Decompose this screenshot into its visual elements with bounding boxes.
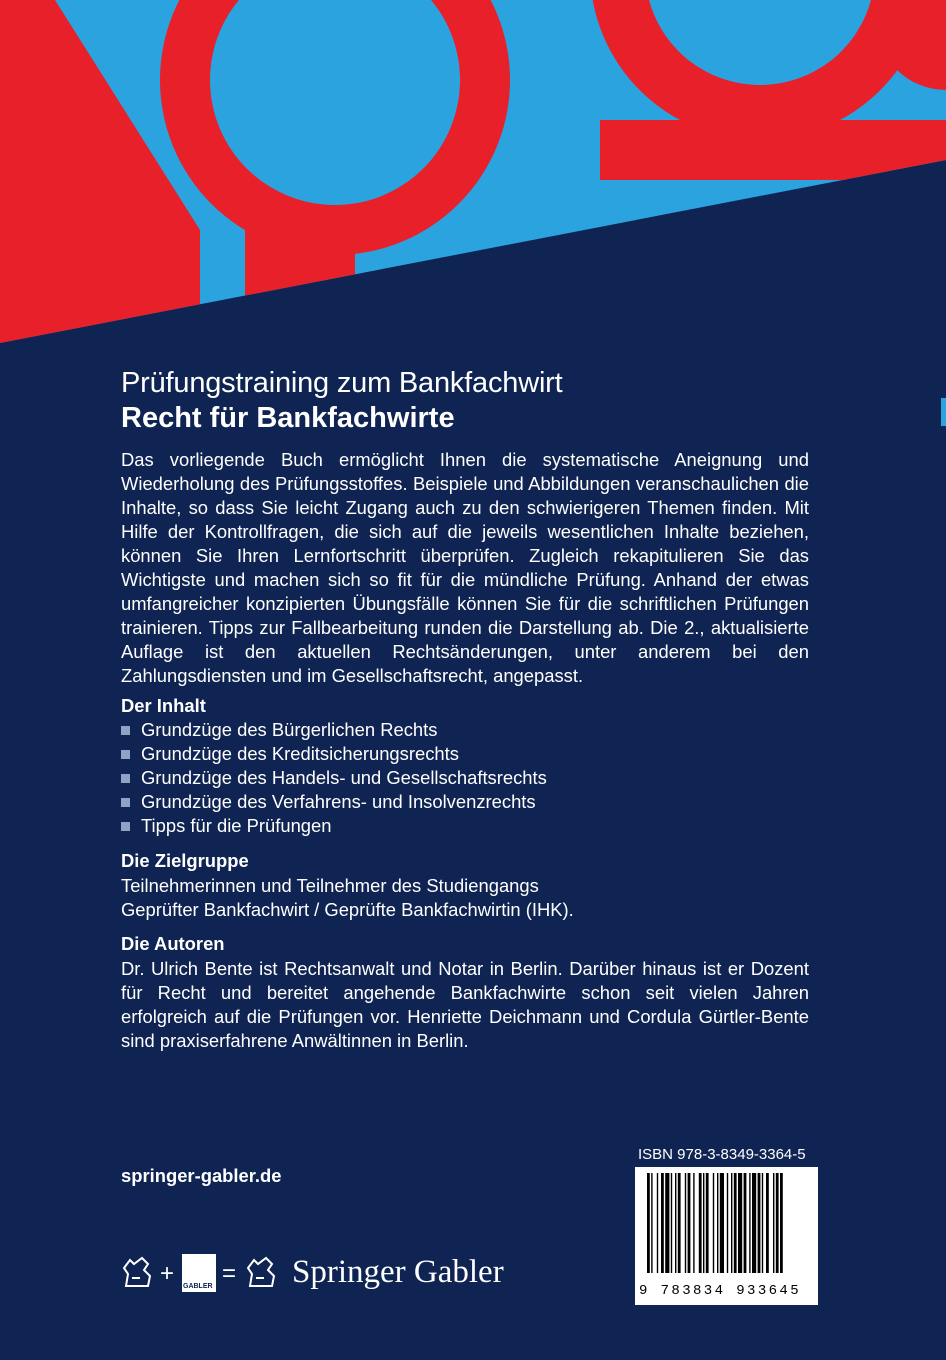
barcode-digits: 9 783834 933645 bbox=[639, 1283, 802, 1299]
barcode-bar bbox=[717, 1173, 718, 1273]
barcode-bar bbox=[661, 1173, 664, 1273]
contents-list bbox=[121, 718, 547, 838]
barcode-bar bbox=[734, 1173, 737, 1273]
list-item: Tipps für die Prüfungen bbox=[121, 814, 547, 838]
bullet-square-icon bbox=[121, 774, 130, 783]
barcode-bar bbox=[749, 1173, 750, 1273]
isbn-label: ISBN 978-3-8349-3364-5 bbox=[638, 1146, 806, 1163]
barcode-bar bbox=[773, 1173, 774, 1273]
springer-horse-icon bbox=[244, 1254, 280, 1290]
barcode bbox=[635, 1167, 818, 1305]
audience-line-1: Teilnehmerinnen und Teilnehmer des Studiengangs bbox=[121, 875, 539, 896]
barcode-bar bbox=[675, 1173, 676, 1273]
barcode-bar bbox=[688, 1173, 691, 1273]
bullet-square-icon bbox=[121, 798, 130, 807]
barcode-bar bbox=[706, 1173, 709, 1273]
barcode-bar bbox=[752, 1173, 756, 1273]
barcode-bar bbox=[699, 1173, 702, 1273]
barcode-bar bbox=[731, 1173, 732, 1273]
bullet-square-icon bbox=[121, 726, 130, 735]
barcode-bar bbox=[651, 1173, 652, 1273]
barcode-bar bbox=[678, 1173, 681, 1273]
barcode-bar bbox=[665, 1173, 669, 1273]
list-item: Grundzüge des Bürgerlichen Rechts bbox=[121, 718, 547, 742]
equals-sign: = bbox=[222, 1260, 237, 1287]
list-item: Grundzüge des Verfahrens- und Insolvenzrechts bbox=[121, 790, 547, 814]
springer-horse-icon bbox=[120, 1254, 156, 1290]
authors-text: Dr. Ulrich Bente ist Rechtsanwalt und Notar in Berlin. Darüber hinaus ist er Dozent für Recht und bereitet angehende Bankfachwirte schon seit vielen Jahren erfolgreich auf die Prüfungen vor. Henriette Deichmann und Cordula Gürtler-Bente sind praxiserfahrene Anwältinnen in Berlin. bbox=[121, 958, 809, 1051]
barcode-bar bbox=[693, 1173, 694, 1273]
barcode-bar bbox=[776, 1173, 779, 1273]
audience-heading: Die Zielgruppe bbox=[121, 850, 249, 871]
barcode-bars bbox=[635, 1173, 818, 1283]
list-item: Grundzüge des Handels- und Gesellschaftsrechts bbox=[121, 766, 547, 790]
barcode-bar bbox=[727, 1173, 728, 1273]
bullet-square-icon bbox=[121, 750, 130, 759]
gabler-logo-icon: GABLER bbox=[182, 1254, 216, 1292]
book-title: Recht für Bankfachwirte bbox=[121, 402, 455, 434]
authors-heading: Die Autoren bbox=[121, 933, 225, 954]
barcode-bar bbox=[647, 1173, 650, 1273]
barcode-bar bbox=[766, 1173, 769, 1273]
edge-tab bbox=[941, 398, 946, 426]
cover-graphic bbox=[0, 0, 946, 360]
plus-sign: + bbox=[160, 1260, 175, 1287]
website-link[interactable]: springer-gabler.de bbox=[121, 1165, 282, 1186]
barcode-bar bbox=[762, 1173, 763, 1273]
barcode-bar bbox=[713, 1173, 714, 1273]
barcode-bar bbox=[780, 1173, 783, 1273]
barcode-bar bbox=[744, 1173, 747, 1273]
list-item: Grundzüge des Kreditsicherungsrechts bbox=[121, 742, 547, 766]
barcode-bar bbox=[720, 1173, 724, 1273]
barcode-bar bbox=[738, 1173, 742, 1273]
barcode-bar bbox=[657, 1173, 658, 1273]
book-description: Das vorliegende Buch ermöglicht Ihnen die systematische Aneignung und Wiederholung des Prüfungsstoffes. Beispiele und Abbildungen veranschaulichen die Inhalte, so dass Sie leicht Zugang auch zu den schwierigeren Themen finden. Mit Hilfe der Kontrollfragen, die sich auf die jeweils wesentlichen Inhalte beziehen, können Sie Ihren Lernfortschritt überprüfen. Zugleich rekapitulieren Sie das Wichtigste und machen sich so fit für die mündliche Prüfung. Anhand der etwas umfangreicher konzipierten Übungsfälle können Sie für die schriftlichen Prüfungen trainieren. Tipps zur Fallbearbeitung runden die Darstellung ab. Die 2., aktualisierte Auflage ist den aktuellen Rechtsänderungen, unter anderem bei den Zahlungsdiensten und im Gesellschaftsrecht, angepasst. bbox=[121, 449, 809, 686]
barcode-bar bbox=[671, 1173, 672, 1273]
contents-heading: Der Inhalt bbox=[121, 695, 206, 716]
publisher-logos bbox=[120, 1248, 520, 1296]
barcode-bar bbox=[703, 1173, 704, 1273]
springer-gabler-wordmark: Springer Gabler bbox=[292, 1254, 504, 1290]
barcode-bar bbox=[685, 1173, 686, 1273]
book-subtitle: Prüfungstraining zum Bankfachwirt bbox=[121, 367, 563, 399]
audience-line-2: Geprüfter Bankfachwirt / Geprüfte Bankfachwirtin (IHK). bbox=[121, 899, 574, 920]
barcode-bar bbox=[758, 1173, 761, 1273]
bullet-square-icon bbox=[121, 822, 130, 831]
